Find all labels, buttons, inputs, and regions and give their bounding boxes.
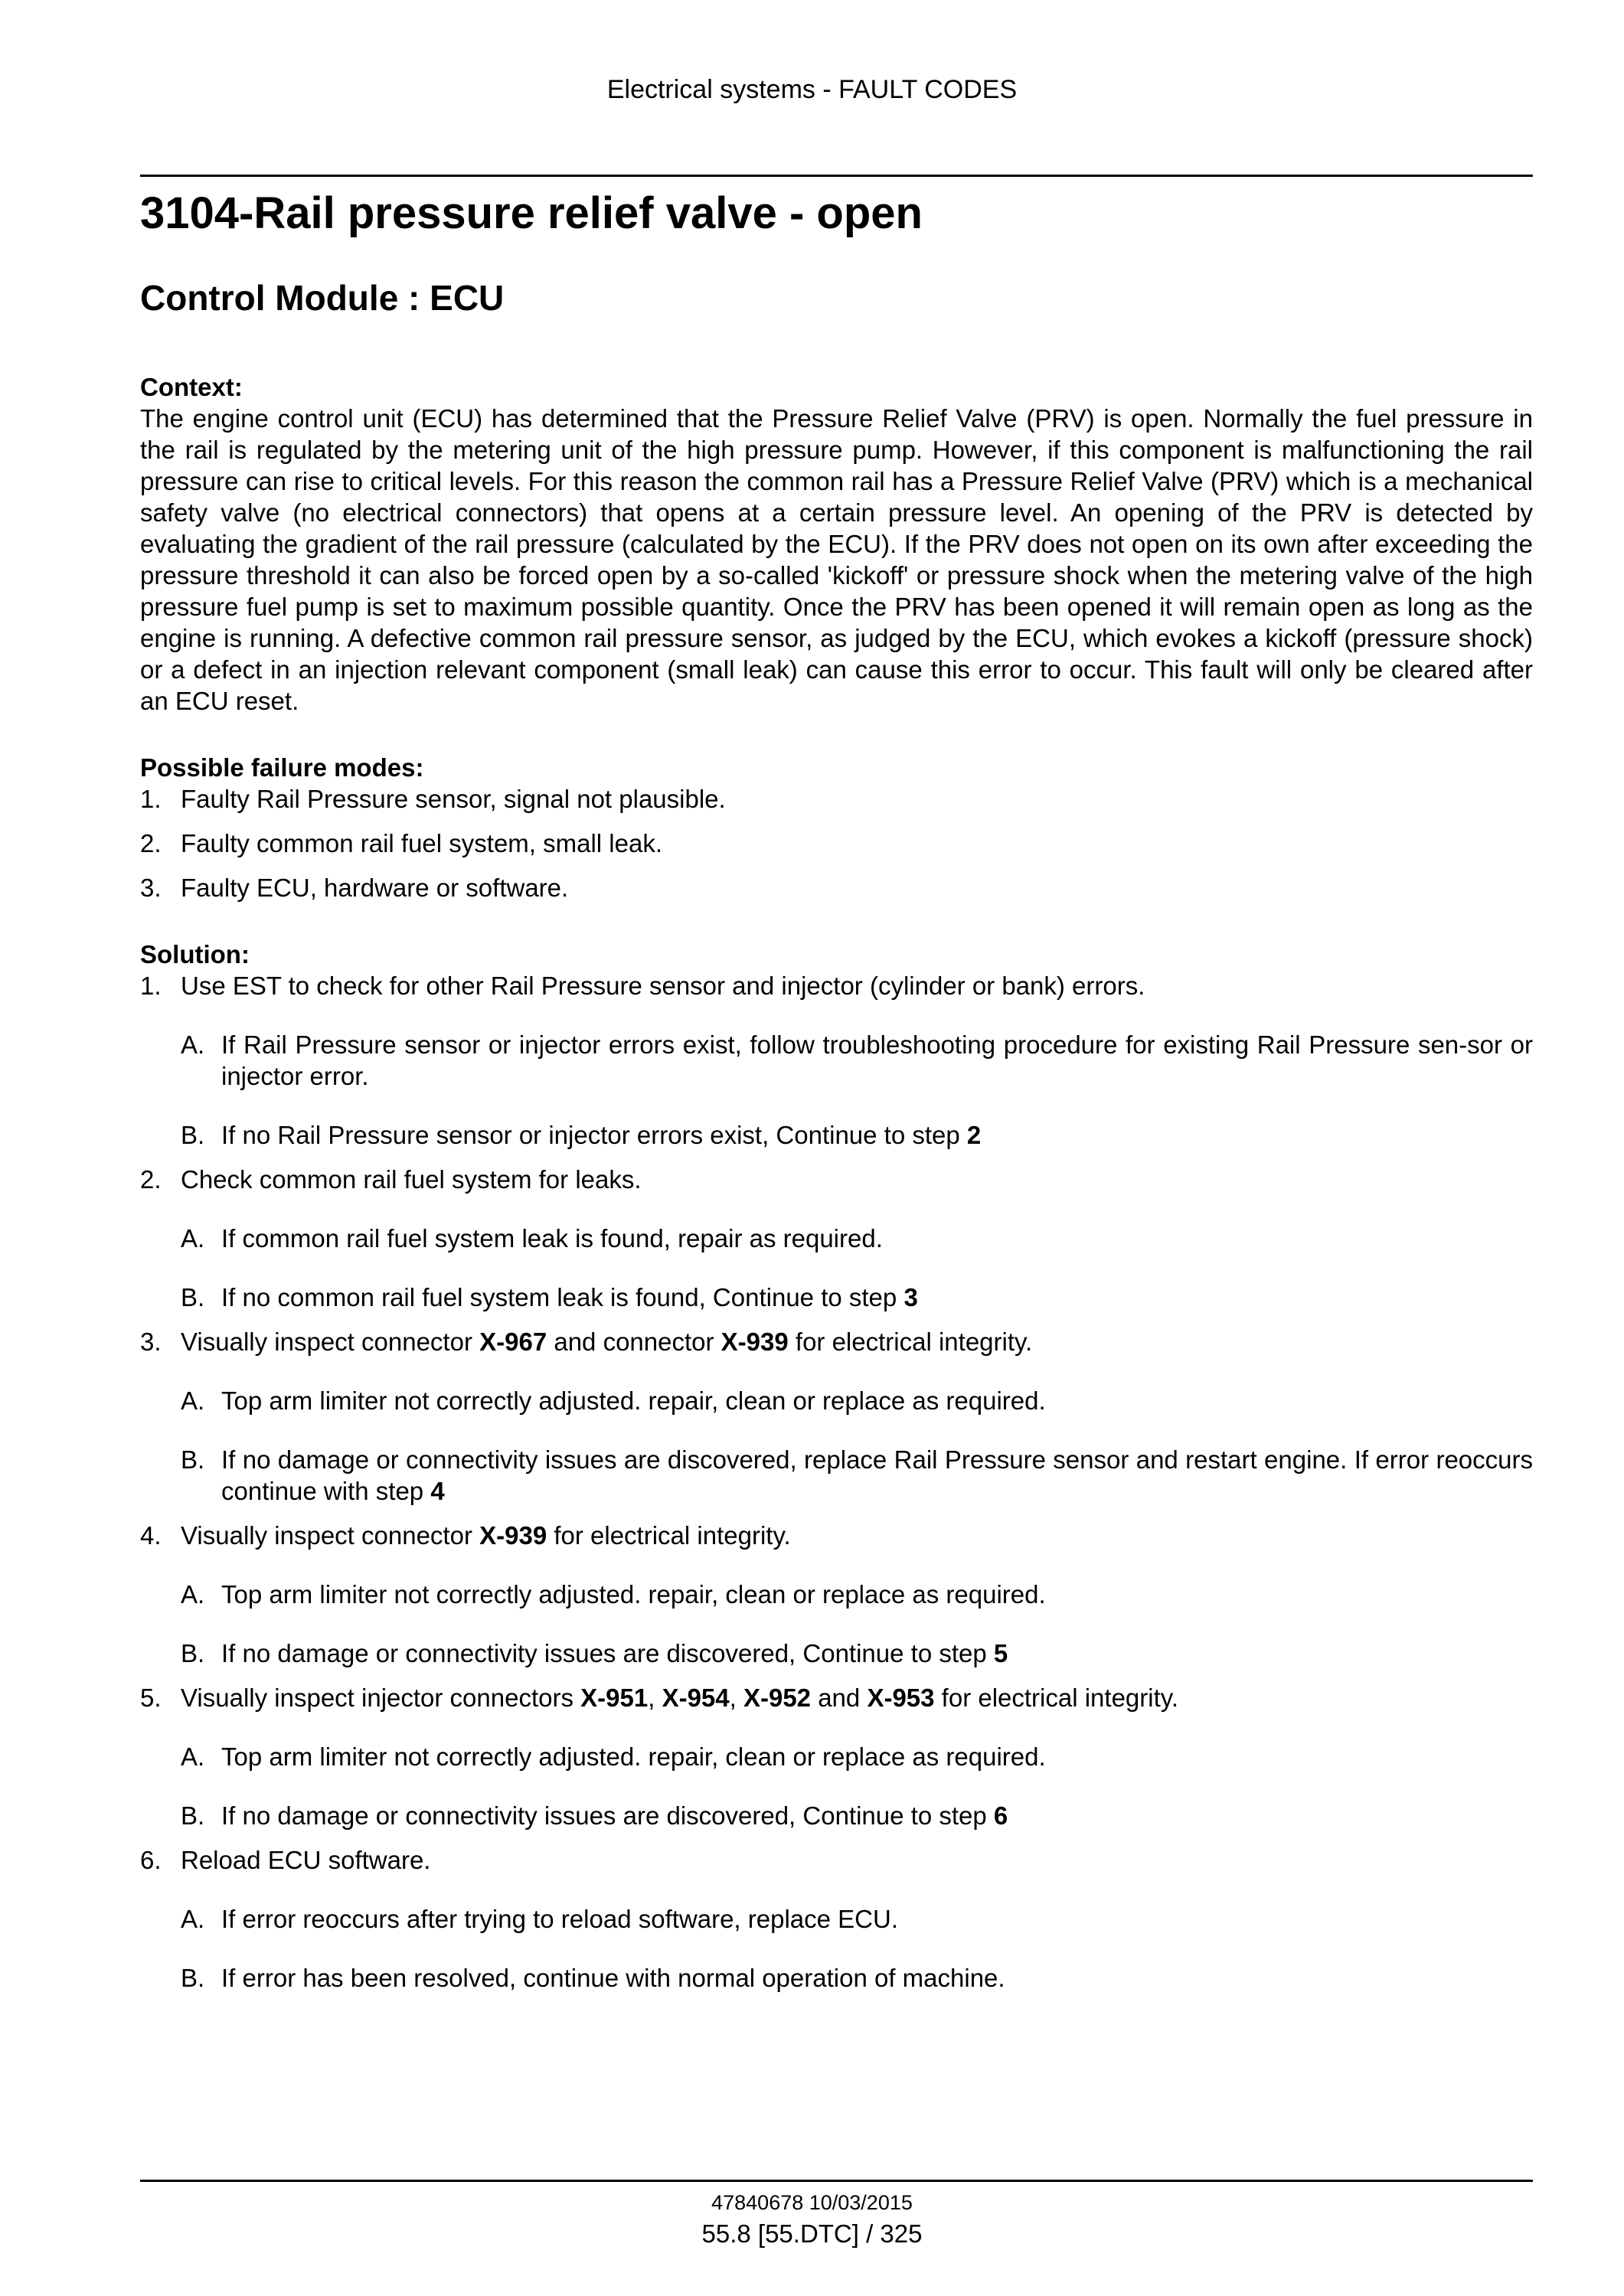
step-number: 4. — [140, 1521, 162, 1550]
context-paragraph: The engine control unit (ECU) has determined that the Pressure Relief Valve (PRV) is open. Normally the fuel pressure in the rail is regulated by the metering unit of the high pressure pump. However, if this component is malfunctioning the rail pressure can rise to critical levels. For this reason the common rail has a Pressure Relief Valve (PRV) which is a mechanical safety valve (no electrical connectors) that opens at a certain pressure level. An opening of the PRV is detected by evaluating the gradient of the rail pressure (calculated by the ECU). If the PRV does not open on its own after exceeding the pressure threshold it can also be forced open by a so-called 'kickoff' or pressure shock when the metering valve of the high pressure fuel pump is set to maximum possible quantity. Once the PRV has been opened it will remain open as long as the engine is running. A defective common rail pressure sensor, as judged by the ECU, which evokes a kickoff (pressure shock) or a defect in an injection relevant component (small leak) can cause this error to occur. This fault will only be cleared after an ECU reset. — [140, 404, 1533, 715]
sub-step-list — [181, 1741, 1533, 1831]
sub-step-text: If Rail Pressure sensor or injector errors exist, follow troubleshooting procedure for existing Rail Pressure sen-sor or injector error. — [221, 1030, 1533, 1090]
sub-step-letter: A. — [181, 1905, 205, 1933]
failure-modes-label: Possible failure modes: — [140, 753, 424, 782]
step-number: 2. — [140, 1165, 162, 1194]
context-label: Context: — [140, 373, 243, 401]
sub-step — [181, 1282, 1533, 1313]
sub-step-text: Top arm limiter not correctly adjusted. repair, clean or replace as required. — [221, 1742, 1046, 1771]
sub-step-list — [181, 1903, 1533, 1994]
sub-step-text: If no damage or connectivity issues are discovered, replace Rail Pressure sensor and restart engine. If error reoccurs continue with step — [221, 1445, 1533, 1505]
solution-steps-list — [140, 970, 1533, 1994]
sub-step-text: If no Rail Pressure sensor or injector errors exist, Continue to step — [221, 1121, 967, 1149]
list-number: 3. — [140, 874, 162, 902]
step-text-part: , — [729, 1684, 743, 1712]
step-reference: 6 — [993, 1801, 1008, 1830]
step-text-part: and connector — [547, 1328, 721, 1356]
failure-mode-text: Faulty common rail fuel system, small leak. — [181, 829, 663, 857]
sub-step-letter: A. — [181, 1224, 205, 1253]
footer-rule — [140, 2180, 1533, 2182]
step-reference: 3 — [903, 1283, 918, 1311]
failure-mode-text: Faulty ECU, hardware or software. — [181, 874, 569, 902]
sub-step-letter: A. — [181, 1742, 205, 1771]
sub-step — [181, 1800, 1533, 1831]
sub-step-text: If error has been resolved, continue with normal operation of machine. — [221, 1964, 1005, 1992]
step-text — [181, 1684, 1178, 1712]
sub-step — [181, 1029, 1533, 1092]
sub-step — [181, 1444, 1533, 1507]
sub-step — [181, 1119, 1533, 1151]
solution-step — [140, 1164, 1533, 1313]
sub-step — [181, 1741, 1533, 1772]
sub-step-list — [181, 1029, 1533, 1151]
step-text: Reload ECU software. — [181, 1846, 431, 1874]
failure-modes-list — [140, 783, 1533, 903]
sub-step-letter: B. — [181, 1801, 205, 1830]
step-text: Check common rail fuel system for leaks. — [181, 1165, 642, 1194]
sub-step-text: If common rail fuel system leak is found, repair as required. — [221, 1224, 883, 1253]
step-text — [181, 1328, 1032, 1356]
connector-id: X-939 — [721, 1328, 789, 1356]
list-number: 2. — [140, 829, 162, 857]
step-text-part: Visually inspect connector — [181, 1521, 480, 1550]
step-number: 1. — [140, 972, 162, 1000]
sub-step — [181, 1579, 1533, 1610]
sub-step-list — [181, 1223, 1533, 1313]
failure-mode-item — [140, 872, 1533, 903]
step-text-part: Visually inspect connector — [181, 1328, 480, 1356]
sub-step-letter: B. — [181, 1445, 205, 1474]
sub-step-text: Top arm limiter not correctly adjusted. repair, clean or replace as required. — [221, 1580, 1046, 1609]
step-text-part: , — [648, 1684, 662, 1712]
failure-mode-text: Faulty Rail Pressure sensor, signal not plausible. — [181, 785, 726, 813]
sub-step-text: If error reoccurs after trying to reload software, replace ECU. — [221, 1905, 899, 1933]
solution-step — [140, 970, 1533, 1151]
solution-step — [140, 1326, 1533, 1507]
connector-id: X-952 — [743, 1684, 812, 1712]
connector-id: X-951 — [580, 1684, 649, 1712]
sub-step-letter: A. — [181, 1580, 205, 1609]
sub-step-list — [181, 1579, 1533, 1669]
connector-id: X-953 — [867, 1684, 935, 1712]
step-number: 6. — [140, 1846, 162, 1874]
connector-id: X-954 — [662, 1684, 730, 1712]
step-reference: 2 — [966, 1121, 982, 1149]
solution-label: Solution: — [140, 940, 250, 968]
step-text-part: for electrical integrity. — [788, 1328, 1033, 1356]
list-number: 1. — [140, 785, 162, 813]
step-text — [181, 1521, 791, 1550]
solution-step — [140, 1844, 1533, 1994]
sub-step-letter: A. — [181, 1030, 205, 1059]
page-number: 55.8 [55.DTC] / 325 — [701, 2219, 923, 2248]
document-reference: 47840678 10/03/2015 — [711, 2191, 913, 2214]
sub-step — [181, 1223, 1533, 1254]
sub-step — [181, 1903, 1533, 1935]
solution-step — [140, 1682, 1533, 1831]
connector-id: X-967 — [479, 1328, 547, 1356]
step-number: 5. — [140, 1684, 162, 1712]
step-text-part: Visually inspect injector connectors — [181, 1684, 581, 1712]
step-text: Use EST to check for other Rail Pressure sensor and injector (cylinder or bank) errors. — [181, 972, 1145, 1000]
failure-mode-item — [140, 828, 1533, 859]
connector-id: X-939 — [479, 1521, 547, 1550]
step-text-part: for electrical integrity. — [934, 1684, 1178, 1712]
step-text-part: and — [811, 1684, 868, 1712]
step-number: 3. — [140, 1328, 162, 1356]
step-text-part: for electrical integrity. — [547, 1521, 791, 1550]
solution-step — [140, 1520, 1533, 1669]
sub-step-letter: B. — [181, 1639, 205, 1667]
sub-step-text: If no damage or connectivity issues are discovered, Continue to step — [221, 1639, 994, 1667]
sub-step — [181, 1962, 1533, 1994]
sub-step — [181, 1385, 1533, 1416]
sub-step-text: If no common rail fuel system leak is found, Continue to step — [221, 1283, 904, 1311]
fault-code-title: 3104-Rail pressure relief valve - open — [140, 188, 923, 238]
step-reference: 4 — [430, 1477, 445, 1505]
sub-step — [181, 1638, 1533, 1669]
sub-step-letter: B. — [181, 1283, 205, 1311]
sub-step-letter: A. — [181, 1386, 205, 1415]
failure-mode-item — [140, 783, 1533, 815]
sub-step-text: Top arm limiter not correctly adjusted. repair, clean or replace as required. — [221, 1386, 1046, 1415]
sub-step-text: If no damage or connectivity issues are discovered, Continue to step — [221, 1801, 994, 1830]
sub-step-letter: B. — [181, 1964, 205, 1992]
sub-step-letter: B. — [181, 1121, 205, 1149]
control-module-heading: Control Module : ECU — [140, 278, 505, 318]
sub-step-list — [181, 1385, 1533, 1507]
page-content — [140, 176, 1533, 1994]
step-reference: 5 — [993, 1639, 1008, 1667]
running-header: Electrical systems - FAULT CODES — [606, 75, 1018, 104]
